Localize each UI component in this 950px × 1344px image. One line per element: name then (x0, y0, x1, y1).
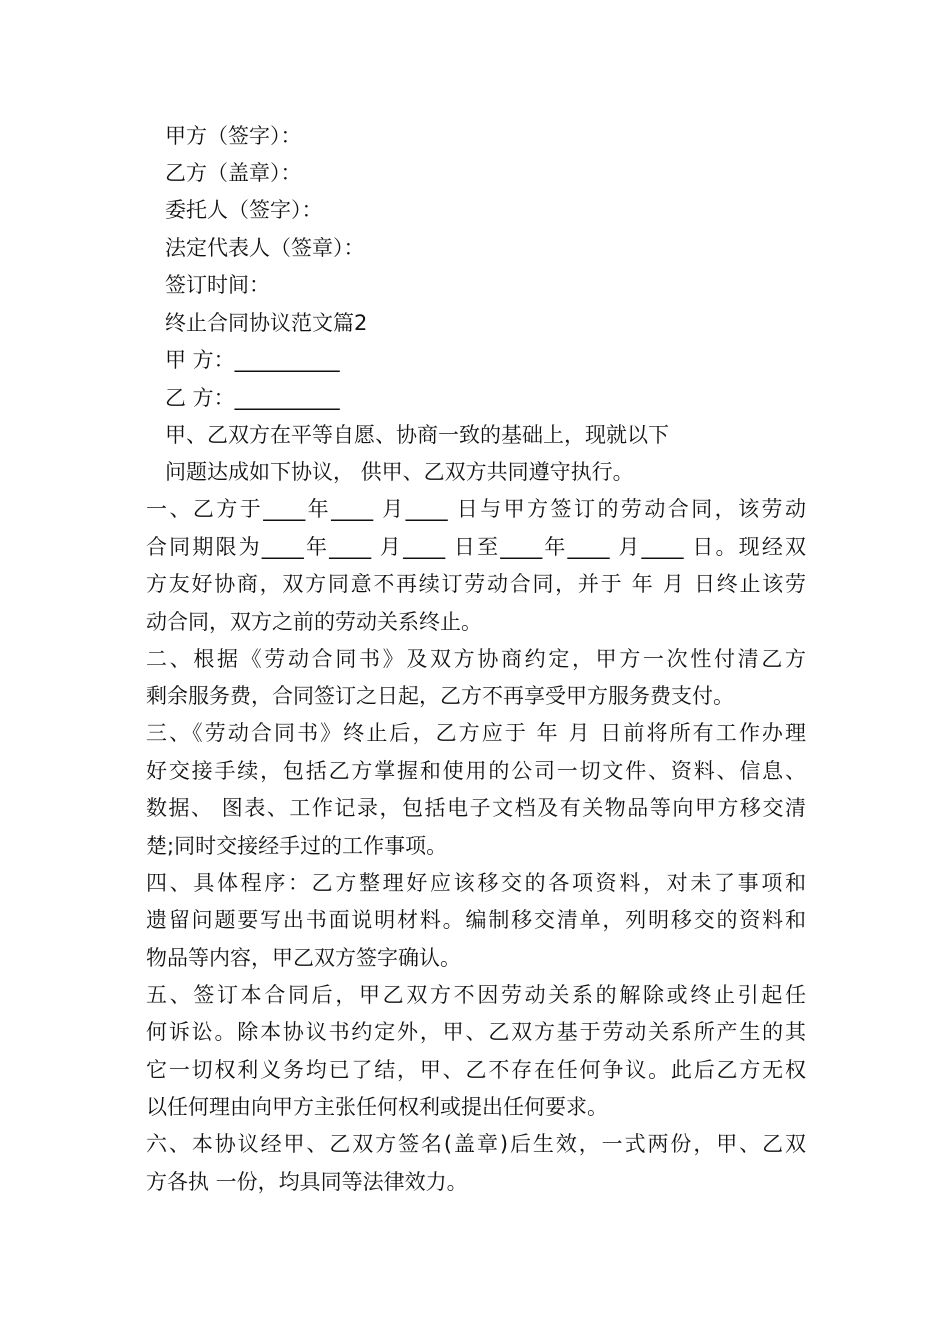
clause-3-line-2: 好交接手续，包括乙方掌握和使用的公司一切文件、资料、信息、 (146, 759, 806, 783)
section-title: 终止合同协议范文篇2 (165, 311, 368, 335)
clause-4-line-2: 遗留问题要写出书面说明材料。编制移交清单，列明移交的资料和 (146, 908, 806, 932)
clause-1-line-4: 动合同，双方之前的劳动关系终止。 (146, 610, 482, 634)
clause-5-line-3: 它一切权利义务均已了结，甲、乙不存在任何争议。此后乙方无权 (146, 1058, 806, 1082)
party-b-line: 乙 方：__________ (165, 386, 340, 410)
clause-5-line-4: 以任何理由向甲方主张任何权利或提出任何要求。 (146, 1095, 608, 1119)
party-a-line: 甲 方：__________ (165, 348, 340, 372)
intro-line-1: 甲、乙双方在平等自愿、协商一致的基础上，现就以下 (165, 423, 669, 447)
clause-6-line-2: 方各执 一份，均具同等法律效力。 (146, 1170, 468, 1194)
clause-2-line-2: 剩余服务费，合同签订之日起，乙方不再享受甲方服务费支付。 (146, 684, 734, 708)
clause-1-line-1: 一、乙方于____年____ 月____ 日与甲方签订的劳动合同，该劳动 (146, 497, 806, 521)
signature-party-a: 甲方（签字）： (165, 124, 302, 148)
clause-3-line-3: 数据、 图表、工作记录，包括电子文档及有关物品等向甲方移交清 (146, 796, 806, 820)
intro-line-2: 问题达成如下协议， 供甲、乙双方共同遵守执行。 (165, 460, 634, 484)
clause-5-line-1: 五、签订本合同后，甲乙双方不因劳动关系的解除或终止引起任 (146, 983, 806, 1007)
clause-1-line-2: 合同期限为____年____ 月____ 日至____年____ 月____ 日。现经双 (146, 535, 806, 559)
clause-3-line-4: 楚;同时交接经手过的工作事项。 (146, 834, 448, 858)
clause-6-line-1: 六、本协议经甲、乙双方签名(盖章)后生效，一式两份，甲、乙双 (146, 1132, 806, 1156)
clause-4-line-3: 物品等内容，甲乙双方签字确认。 (146, 946, 461, 970)
clause-2-line-1: 二、根据《劳动合同书》及双方协商约定，甲方一次性付清乙方 (146, 647, 806, 671)
clause-3-line-1: 三、《劳动合同书》终止后，乙方应于 年 月 日前将所有工作办理 (146, 721, 806, 745)
signature-party-b: 乙方（盖章）： (165, 161, 302, 185)
clause-4-line-1: 四、具体程序：乙方整理好应该移交的各项资料，对未了事项和 (146, 871, 806, 895)
signature-legal-rep: 法定代表人（签章）： (165, 236, 365, 260)
signature-date: 签订时间： (165, 273, 270, 297)
clause-5-line-2: 何诉讼。除本协议书约定外，甲、乙双方基于劳动关系所产生的其 (146, 1020, 806, 1044)
signature-principal: 委托人（签字）： (165, 198, 323, 222)
clause-1-line-3: 方友好协商，双方同意不再续订劳动合同，并于 年 月 日终止该劳 (146, 572, 806, 596)
